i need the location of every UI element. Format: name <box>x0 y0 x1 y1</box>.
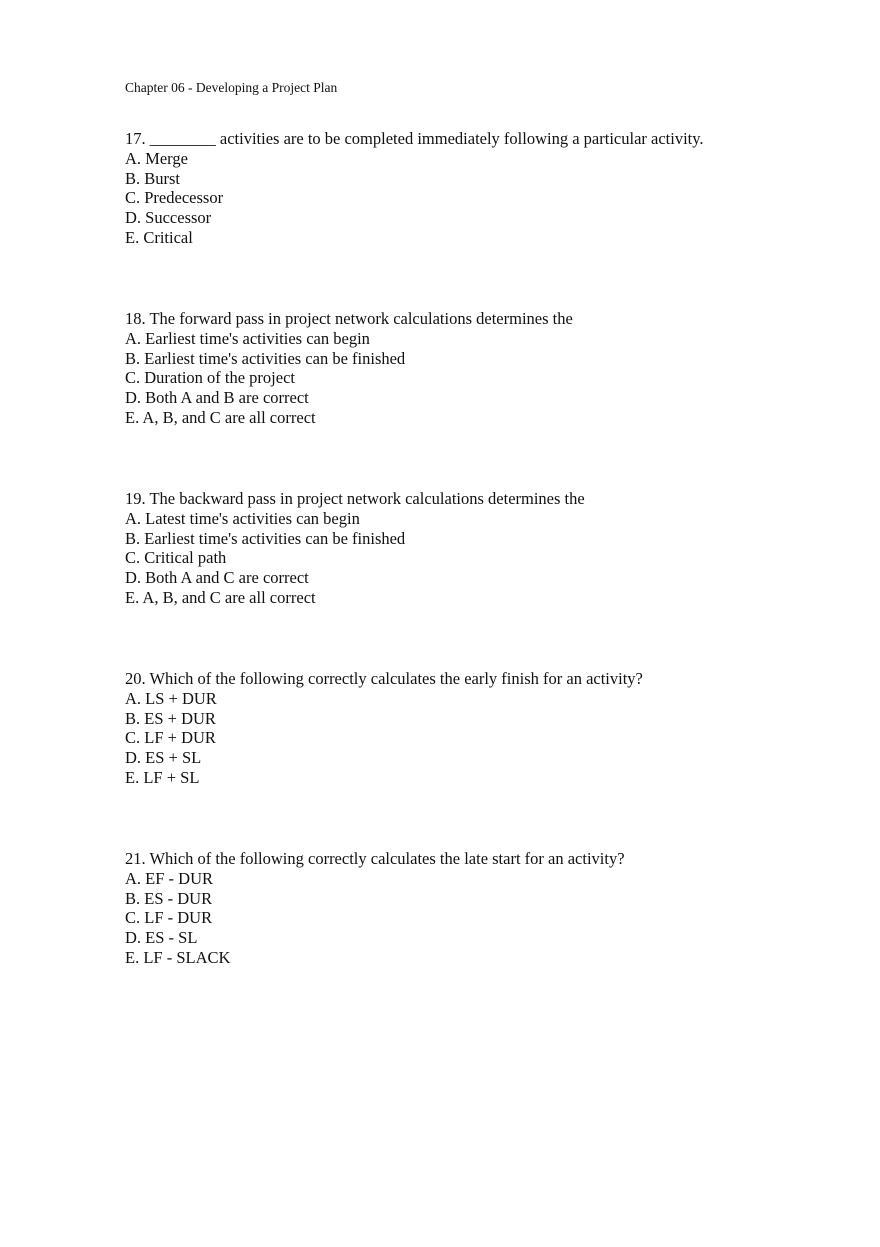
answer-option: A. Earliest time's activities can begin <box>125 328 370 348</box>
answer-option: A. EF - DUR <box>125 868 214 888</box>
answer-option: D. Both A and C are correct <box>125 568 309 588</box>
answer-option: B. Burst <box>125 168 181 188</box>
question-block <box>125 489 585 608</box>
answer-option: E. LF + SL <box>125 767 200 787</box>
answer-option: C. LF - DUR <box>125 908 213 928</box>
answer-option: B. Earliest time's activities can be finished <box>125 348 406 368</box>
answer-option: A. LS + DUR <box>125 688 217 708</box>
chapter-header: Chapter 06 - Developing a Project Plan <box>125 80 338 95</box>
answer-option: D. Both A and B are correct <box>125 388 309 408</box>
question-block <box>125 849 625 968</box>
answer-option: D. ES + SL <box>125 748 202 768</box>
question-stem: 20. Which of the following correctly calculates the early finish for an activity? <box>125 669 643 688</box>
question-block <box>125 129 704 248</box>
question-stem: 19. The backward pass in project network calculations determines the <box>125 489 585 508</box>
answer-option: A. Latest time's activities can begin <box>125 508 360 528</box>
answer-option: B. ES + DUR <box>125 708 216 728</box>
answer-option: E. A, B, and C are all correct <box>125 587 316 607</box>
answer-option: C. Duration of the project <box>125 368 295 388</box>
question-stem: 18. The forward pass in project network calculations determines the <box>125 309 573 328</box>
answer-option: B. Earliest time's activities can be finished <box>125 528 406 548</box>
answer-option: C. Predecessor <box>125 188 224 208</box>
answer-option: D. Successor <box>125 208 212 228</box>
answer-option: E. A, B, and C are all correct <box>125 407 316 427</box>
answer-option: A. Merge <box>125 148 188 168</box>
answer-option: E. LF - SLACK <box>125 947 231 967</box>
question-block <box>125 309 573 428</box>
question-block <box>125 669 643 788</box>
question-stem: 21. Which of the following correctly calculates the late start for an activity? <box>125 849 625 868</box>
answer-option: D. ES - SL <box>125 928 198 948</box>
answer-option: C. Critical path <box>125 548 227 568</box>
answer-option: B. ES - DUR <box>125 888 213 908</box>
question-stem: 17. ________ activities are to be completed immediately following a particular activity. <box>125 129 704 148</box>
answer-option: C. LF + DUR <box>125 728 216 748</box>
answer-option: E. Critical <box>125 227 193 247</box>
